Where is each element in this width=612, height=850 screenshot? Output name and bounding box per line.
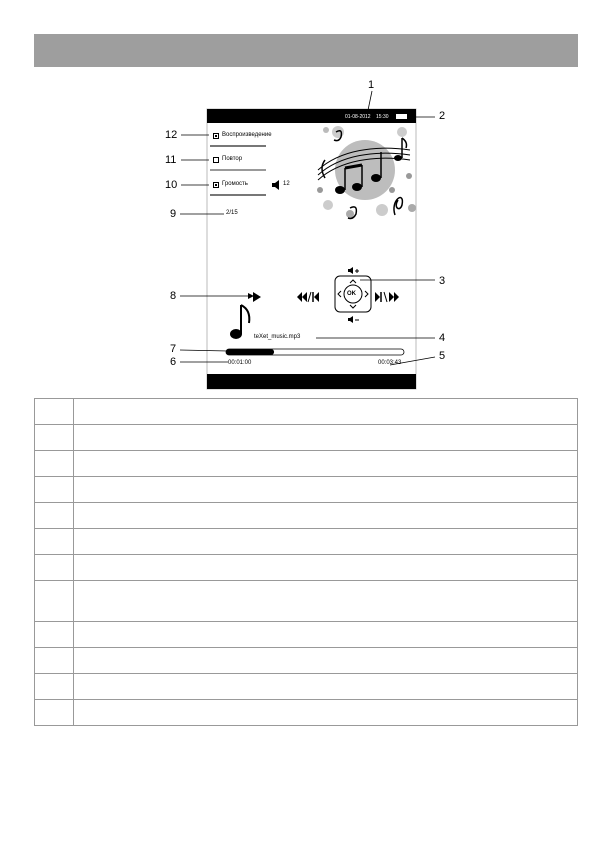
legend-number-cell: [35, 399, 74, 425]
legend-number-cell: [35, 503, 74, 529]
legend-row: [35, 477, 578, 503]
callout-10: 10: [165, 179, 178, 191]
callout-7: 7: [170, 343, 177, 355]
legend-row: [35, 529, 578, 555]
legend-description-cell: [74, 581, 578, 622]
track-filename: teXet_music.mp3: [254, 334, 301, 340]
repeat-checkbox[interactable]: [213, 157, 219, 163]
legend-description-cell: [74, 674, 578, 700]
battery-icon: [396, 114, 407, 119]
menu-item-repeat[interactable]: Повтор: [222, 156, 243, 162]
menu-item-playback[interactable]: Воспроизведение: [222, 132, 272, 138]
legend-row: [35, 451, 578, 477]
legend-row: [35, 425, 578, 451]
legend-row: [35, 648, 578, 674]
menu-item-volume[interactable]: Громость: [222, 181, 248, 187]
legend-description-cell: [74, 622, 578, 648]
callout-1: 1: [368, 79, 375, 91]
legend-row: [35, 555, 578, 581]
progress-fill: [226, 349, 274, 355]
legend-description-cell: [74, 555, 578, 581]
legend-description-cell: [74, 451, 578, 477]
legend-row: [35, 674, 578, 700]
legend-description-cell: [74, 399, 578, 425]
legend-number-cell: [35, 648, 74, 674]
callout-8: 8: [170, 290, 177, 302]
legend-description-cell: [74, 700, 578, 726]
legend-number-cell: [35, 700, 74, 726]
legend-table: [34, 398, 578, 726]
legend-description-cell: [74, 529, 578, 555]
ok-button[interactable]: OK: [347, 291, 356, 297]
volume-value: 12: [283, 181, 290, 187]
legend-number-cell: [35, 622, 74, 648]
legend-description-cell: [74, 477, 578, 503]
legend-number-cell: [35, 451, 74, 477]
callout-6: 6: [170, 356, 177, 368]
callout-11: 11: [165, 154, 177, 166]
legend-row: [35, 503, 578, 529]
legend-row: [35, 581, 578, 622]
track-counter: 2/15: [226, 210, 238, 216]
bottom-bar: [207, 374, 416, 389]
status-date: 01-08-2012: [345, 114, 371, 120]
callout-2: 2: [439, 110, 446, 122]
legend-description-cell: [74, 425, 578, 451]
playback-checkbox[interactable]: [213, 133, 219, 139]
legend-row: [35, 399, 578, 425]
callout-3: 3: [439, 275, 446, 287]
legend-number-cell: [35, 425, 74, 451]
callout-12: 12: [165, 129, 178, 141]
callout-5: 5: [439, 350, 446, 362]
legend-number-cell: [35, 674, 74, 700]
volume-checkbox[interactable]: [213, 182, 219, 188]
legend-number-cell: [35, 581, 74, 622]
legend-description-cell: [74, 503, 578, 529]
player-figure: [0, 0, 612, 400]
total-time: 00:03:43: [378, 360, 402, 366]
callout-9: 9: [170, 208, 177, 220]
elapsed-time: 00:01:00: [228, 360, 252, 366]
legend-description-cell: [74, 648, 578, 674]
legend-number-cell: [35, 529, 74, 555]
callout-4: 4: [439, 332, 446, 344]
legend-number-cell: [35, 555, 74, 581]
legend-number-cell: [35, 477, 74, 503]
legend-row: [35, 700, 578, 726]
legend-row: [35, 622, 578, 648]
status-time: 15:30: [376, 114, 389, 120]
